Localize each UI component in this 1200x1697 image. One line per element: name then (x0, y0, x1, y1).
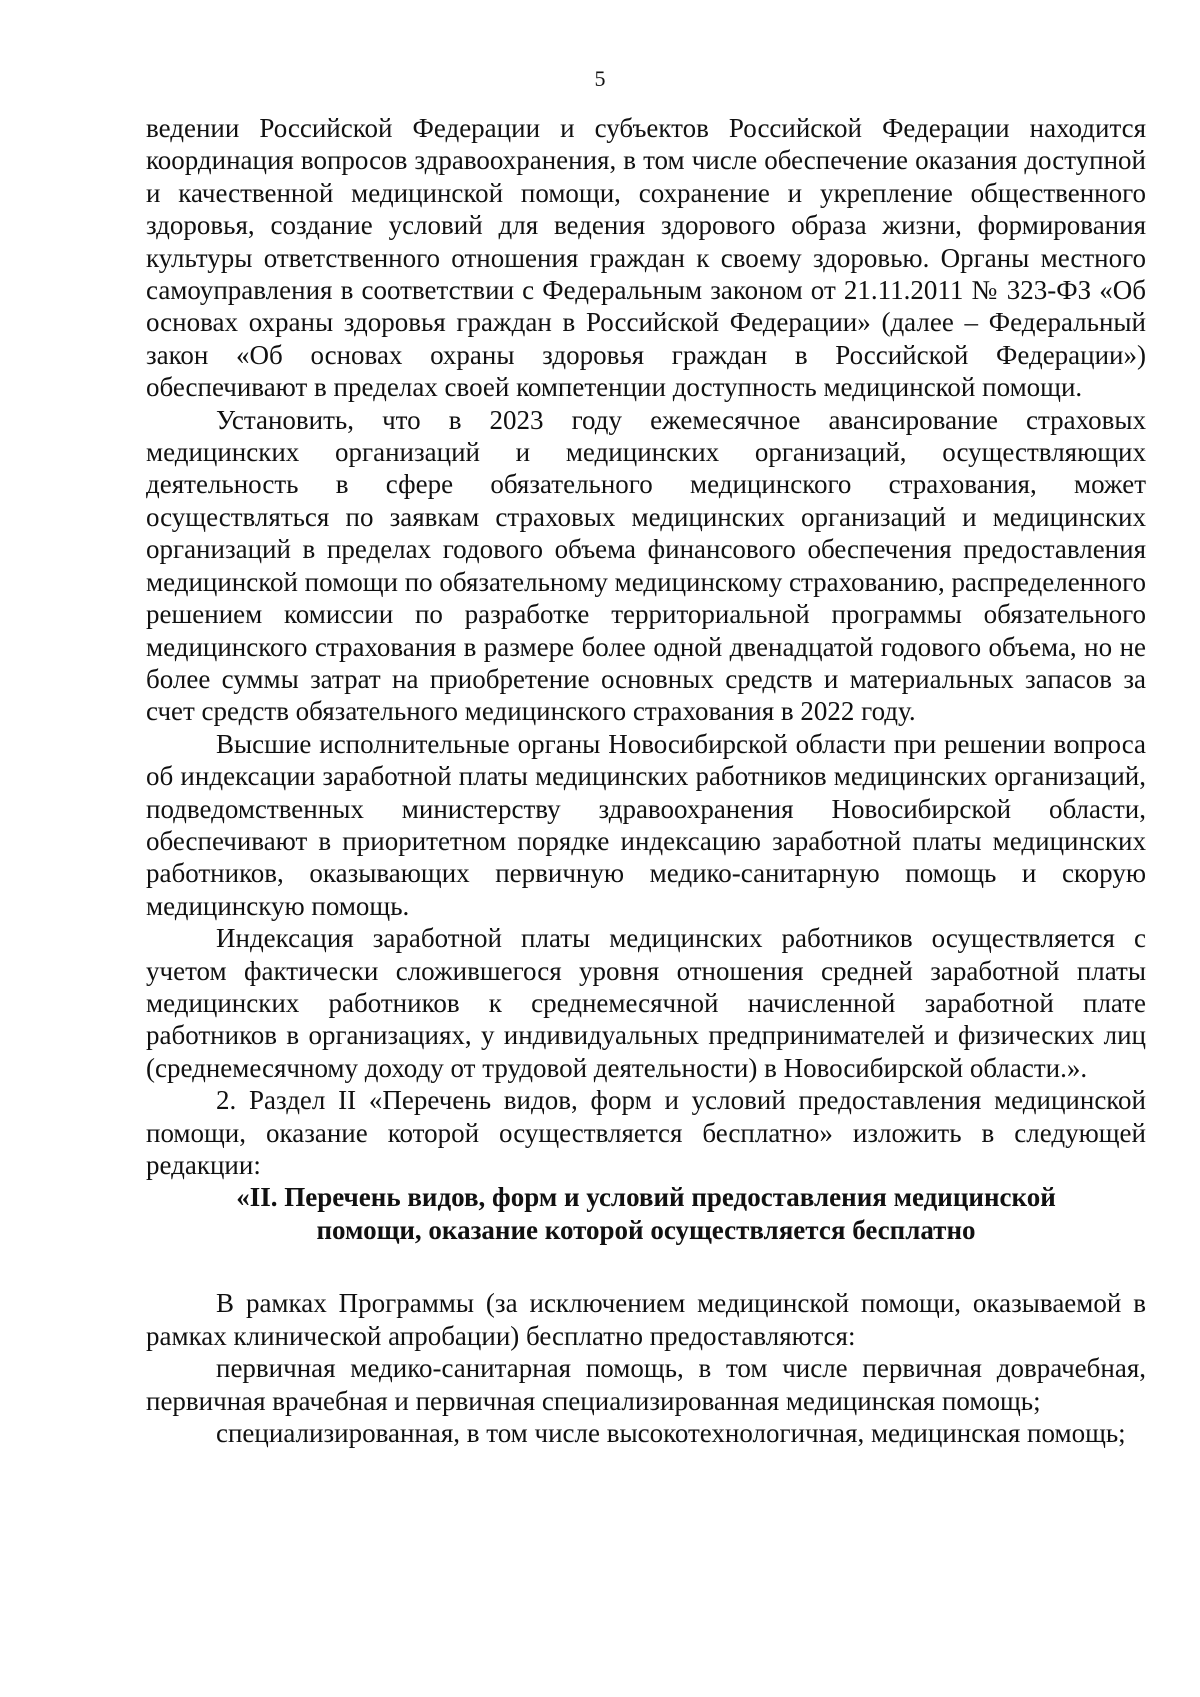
paragraph-section-amendment: 2. Раздел II «Перечень видов, форм и условий предоставления медицинской помощи, оказание которой осуществляется бесплатно» изложить в следующей редакции: (146, 1085, 1146, 1180)
section-heading (146, 1181, 1146, 1247)
paragraph-specialized-care: специализированная, в том числе высокотехнологичная, медицинская помощь; (216, 1418, 1126, 1449)
paragraph-salary-indexation-level: Индексация заработной платы медицинских работников осуществляется с учетом фактически сложившегося уровня отношения средней заработной платы медицинских работников к среднемесячной начисленной заработной плате работников в организациях, у индивидуальных предпринимателей и физических лиц (среднемесячному доходу от трудовой деятельности) в Новосибирской области.». (146, 923, 1146, 1083)
paragraph-salary-indexation-priority: Высшие исполнительные органы Новосибирской области при решении вопроса об индексации заработной платы медицинских работников медицинских организаций, подведомственных министерству здравоохранения Новосибирской области, обеспечивают в приоритетном порядке индексацию заработной платы медицинских работников, оказывающих первичную медико-санитарную помощь и скорую медицинскую помощь. (146, 728, 1146, 921)
paragraph-program-scope: В рамках Программы (за исключением медицинской помощи, оказываемой в рамках клинической апробации) бесплатно предоставляются: (146, 1288, 1146, 1351)
document-body (146, 112, 1146, 1449)
page-number: 5 (594, 66, 606, 91)
paragraph-advance-payment: Установить, что в 2023 году ежемесячное авансирование страховых медицинских организаций и медицинских организаций, осуществляющих деятельность в сфере обязательного медицинского страхования, может осуществляться по заявкам страховых медицинских организаций и медицинских организаций в пределах годового объема финансового обеспечения предоставления медицинской помощи по обязательному медицинскому страхованию, распределенного решением комиссии по разработке территориальной программы обязательного медицинского страхования в размере более одной двенадцатой годового объема, но не более суммы затрат на приобретение основных средств и материальных запасов за счет средств обязательного медицинского страхования в 2022 году. (146, 404, 1147, 727)
paragraph-continuation: ведении Российской Федерации и субъектов Российской Федерации находится координация вопросов здравоохранения, в том числе обеспечение оказания доступной и качественной медицинской помощи, сохранение и укрепление общественного здоровья, создание условий для ведения здорового образа жизни, формирования культуры ответственного отношения граждан к своему здоровью. Органы местного самоуправления в соответствии с Федеральным законом от 21.11.2011 № 323-ФЗ «Об основах охраны здоровья граждан в Российской Федерации» (далее – Федеральный закон «Об основах охраны здоровья граждан в Российской Федерации») обеспечивают в пределах своей компетенции доступность медицинской помощи. (146, 113, 1146, 403)
section-heading-line-1: «II. Перечень видов, форм и условий предоставления медицинской (236, 1182, 1056, 1213)
paragraph-primary-care: первичная медико-санитарная помощь, в том числе первичная доврачебная, первичная врачебная и первичная специализированная медицинская помощь; (146, 1353, 1146, 1416)
section-heading-line-2: помощи, оказание которой осуществляется бесплатно (316, 1215, 976, 1246)
